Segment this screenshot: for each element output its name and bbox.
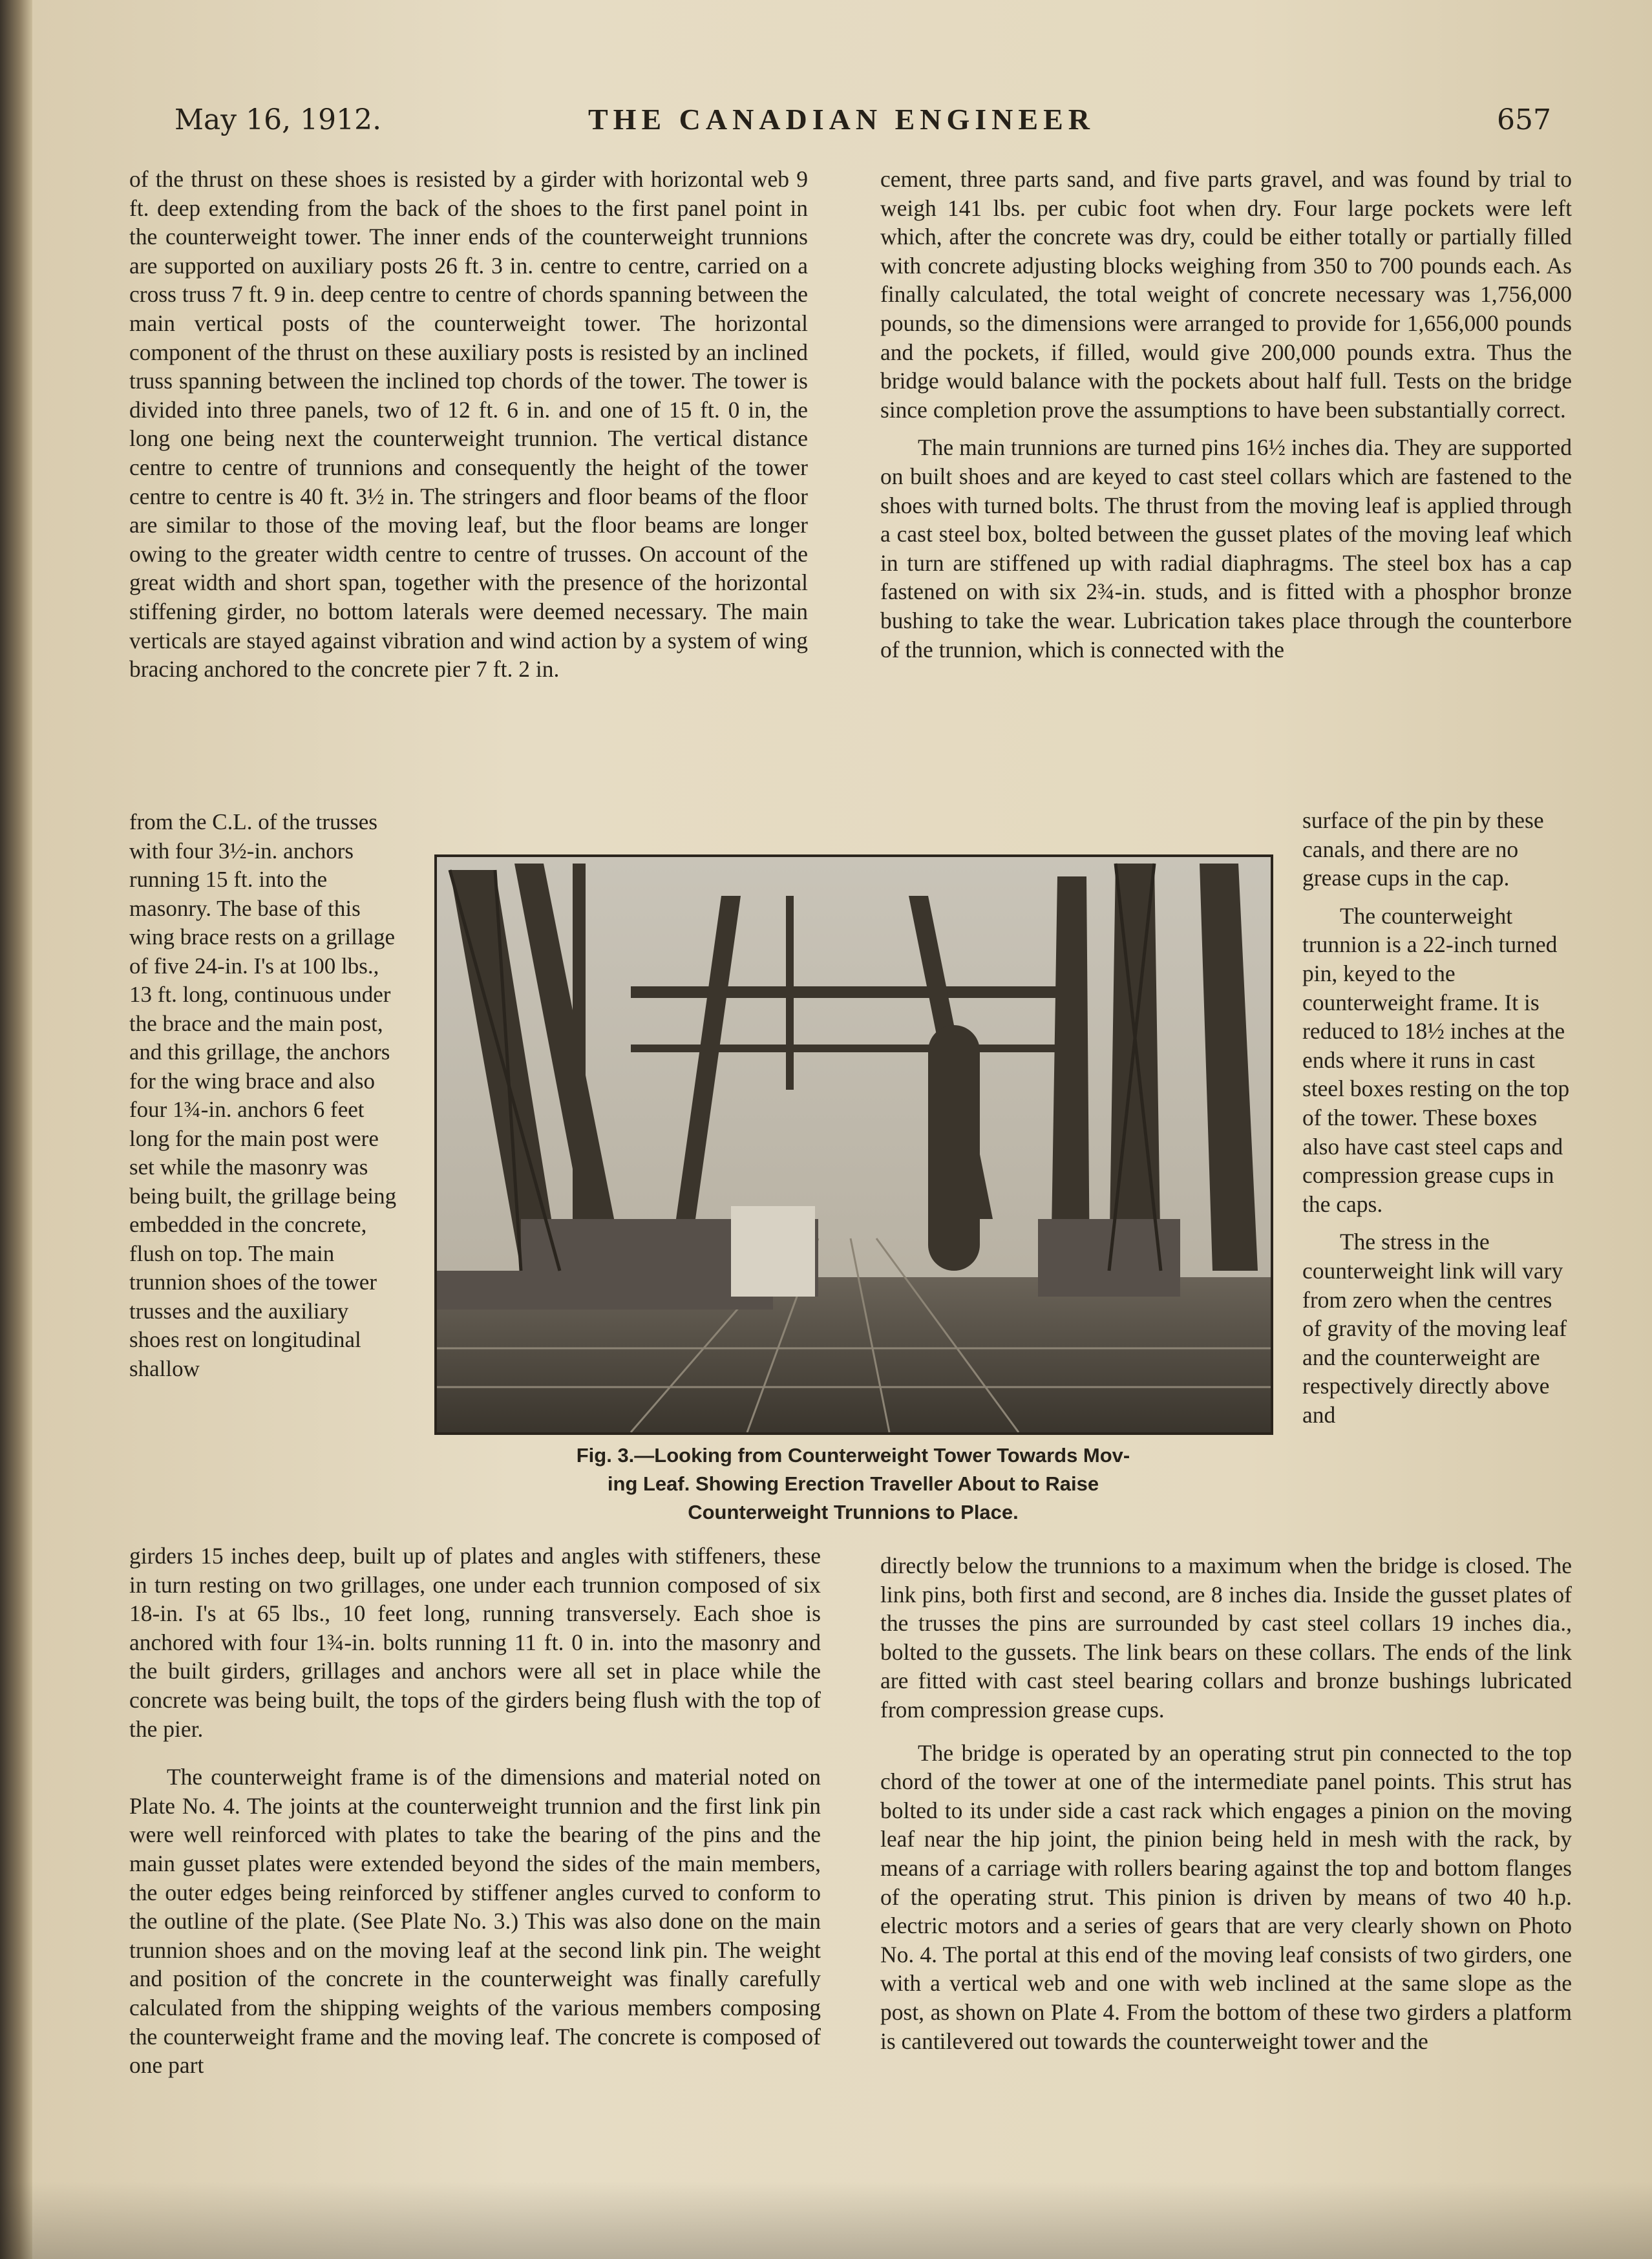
left-paragraph-girders: girders 15 inches deep, built up of plates and angles with stiffeners, these in turn resting on two grillages, one under each trunnion composed of six 18-in. I's at 65 lbs., 10 feet long, running transversely. Each shoe is anchored with four 1¾-in. bolts running 11 ft. 0 in. into the masonry and the built girders, grillages and anchors were all set in place while the concrete was being built, the tops of the girders being flush with the top of the pier.	[129, 1543, 821, 1742]
bridge-photo-image	[437, 857, 1271, 1432]
left-column-bottom	[129, 1542, 821, 2080]
right-wrap-counterweight-trunnion: The counterweight trunnion is a 22-inch turned pin, keyed to the counterweight frame. It is reduced to 18½ inches at the ends where it runs in cast steel boxes resting on the top of the tower. These boxes also have cast steel caps and compression grease cups in the caps.	[1302, 902, 1570, 1217]
right-column-wrap	[1302, 806, 1574, 1429]
right-wrap-link-stress: The stress in the counterweight link will vary from zero when the centres of gravity of the moving leaf and the counterweight are respectively directly above and	[1302, 1229, 1567, 1428]
page-binding-shadow	[0, 0, 32, 2259]
page-number: 657	[1497, 103, 1551, 136]
right-wrap-pin-surface: surface of the pin by these canals, and there are no grease cups in the cap.	[1302, 807, 1544, 891]
right-paragraph-trunnions: The main trunnions are turned pins 16½ inches dia. They are supported on built shoes and are keyed to cast steel collars which are fastened to the shoes with turned bolts. The thrust from the moving leaf is applied through a cast steel box, bolted between the gusset plates of the moving leaf which in turn are stiffened up with radial diaphragms. The steel box has a cap fastened on with six 2¾-in. studs, and is fitted with a phosphor bronze bushing to take the wear. Lubrication takes place through the counterbore of the trunnion, which is connected with the	[880, 434, 1572, 663]
right-paragraph-cement: cement, three parts sand, and five parts gravel, and was found by trial to weigh 141 lbs. per cubic foot when dry. Four large pockets were left which, after the concrete was dry, could be either totally or partially filled with concrete adjusting blocks weighing from 350 to 700 pounds each. As finally calculated, the total weight of concrete necessary was 1,756,000 pounds, so the dimensions were arranged to provide for 1,656,000 pounds and the pockets, if filled, would give 200,000 pounds extra. Thus the bridge would balance with the pockets about half full. Tests on the bridge since completion prove the assumptions to have been substantially correct.	[880, 166, 1572, 423]
journal-title: THE CANADIAN ENGINEER	[588, 103, 1095, 136]
caption-line-3: Counterweight Trunnions to Place.	[688, 1501, 1019, 1523]
left-paragraph-counterweight-frame: The counterweight frame is of the dimensions and material noted on Plate No. 4. The joints at the counterweight trunnion and the first link pin were well reinforced with plates to take the bearing of the pins and the main gusset plates were extended beyond the sides of the main members, the outer edges being reinforced by stiffener angles curved to conform to the outline of the plate. (See Plate No. 3.) This was also done on the main trunnion shoes and on the moving leaf at the second link pin. The weight and position of the concrete in the counterweight was finally carefully calculated from the shipping weights of the various members composing the counterweight frame and the moving leaf. The concrete is composed of one part	[129, 1764, 821, 2079]
bridge-photograph	[434, 854, 1273, 1435]
left-column-wrap	[129, 808, 401, 1383]
right-column-top	[880, 165, 1572, 664]
left-wrap-text: from the C.L. of the trusses with four 3½-in. anchors running 15 ft. into the masonry. The base of this wing brace rests on a grillage of five 24-in. I's at 100 lbs., 13 ft. long, continuous under the brace and the main post, and this grillage, the anchors for the wing brace and also four 1¾-in. anchors 6 feet long for the main post were set while the masonry was being built, the grillage being embedded in the concrete, flush on top. The main trunnion shoes of the tower trusses and the auxiliary shoes rest on longitudinal shallow	[129, 809, 397, 1381]
left-column-top	[129, 165, 808, 684]
right-paragraph-link-pins: directly below the trunnions to a maximum when the bridge is closed. The link pins, both first and second, are 8 inches dia. Inside the gusset plates of the trusses the pins are surrounded by cast steel collars 19 inches dia., bolted to the gussets. The link bears on these collars. The ends of the link are fitted with cast steel bearing collars and bronze bushings lubricated from compression grease cups.	[880, 1553, 1572, 1723]
issue-date: May 16, 1912.	[175, 103, 382, 136]
right-paragraph-operating-strut: The bridge is operated by an operating strut pin connected to the top chord of the tower at one of the intermediate panel points. This strut has bolted to its under side a cast rack which engages a pinion on the moving leaf near the hip joint, the pinion being held in mesh with the rack, by means of a carriage with rollers bearing against the top and bottom flanges of the operating strut. This pinion is driven by means of two 40 h.p. electric motors and a series of gears that are very clearly shown on Photo No. 4. The portal at this end of the moving leaf consists of two girders, one with a vertical web and one with web inclined at the same slope as the post, as shown on Plate 4. From the bottom of these two girders a platform is cantilevered out towards the counterweight tower and the	[880, 1739, 1572, 2054]
page-bottom-shadow	[0, 2181, 1652, 2259]
right-column-bottom	[880, 1551, 1572, 2055]
caption-line-1: Fig. 3.—Looking from Counterweight Tower Towards Mov-	[576, 1444, 1130, 1467]
caption-line-2: ing Leaf. Showing Erection Traveller About to Raise	[607, 1472, 1099, 1495]
running-head	[175, 97, 1551, 149]
figure-caption	[452, 1441, 1254, 1527]
left-paragraph-continued: of the thrust on these shoes is resisted by a girder with horizontal web 9 ft. deep extending from the back of the shoes to the first panel point in the counterweight tower. The inner ends of the counterweight trunnions are supported on auxiliary posts 26 ft. 3 in. centre to centre, carried on a cross truss 7 ft. 9 in. deep centre to centre of chords spanning between the main vertical posts of the counterweight tower. The horizontal component of the thrust on these auxiliary posts is resisted by an inclined truss spanning between the inclined top chords of the tower. The tower is divided into three panels, two of 12 ft. 6 in. and one of 15 ft. 0 in, the long one being next the counterweight trunnion. The vertical distance centre to centre of trunnions and consequently the height of the tower centre to centre is 40 ft. 3½ in. The stringers and floor beams of the floor are similar to those of the moving leaf, but the floor beams are longer owing to the greater width centre to centre of trusses. On account of the great width and short span, together with the presence of the horizontal stiffening girder, no bottom laterals were deemed necessary. The main verticals are stayed against vibration and wind action by a system of wing bracing anchored to the concrete pier 7 ft. 2 in.	[129, 166, 808, 683]
